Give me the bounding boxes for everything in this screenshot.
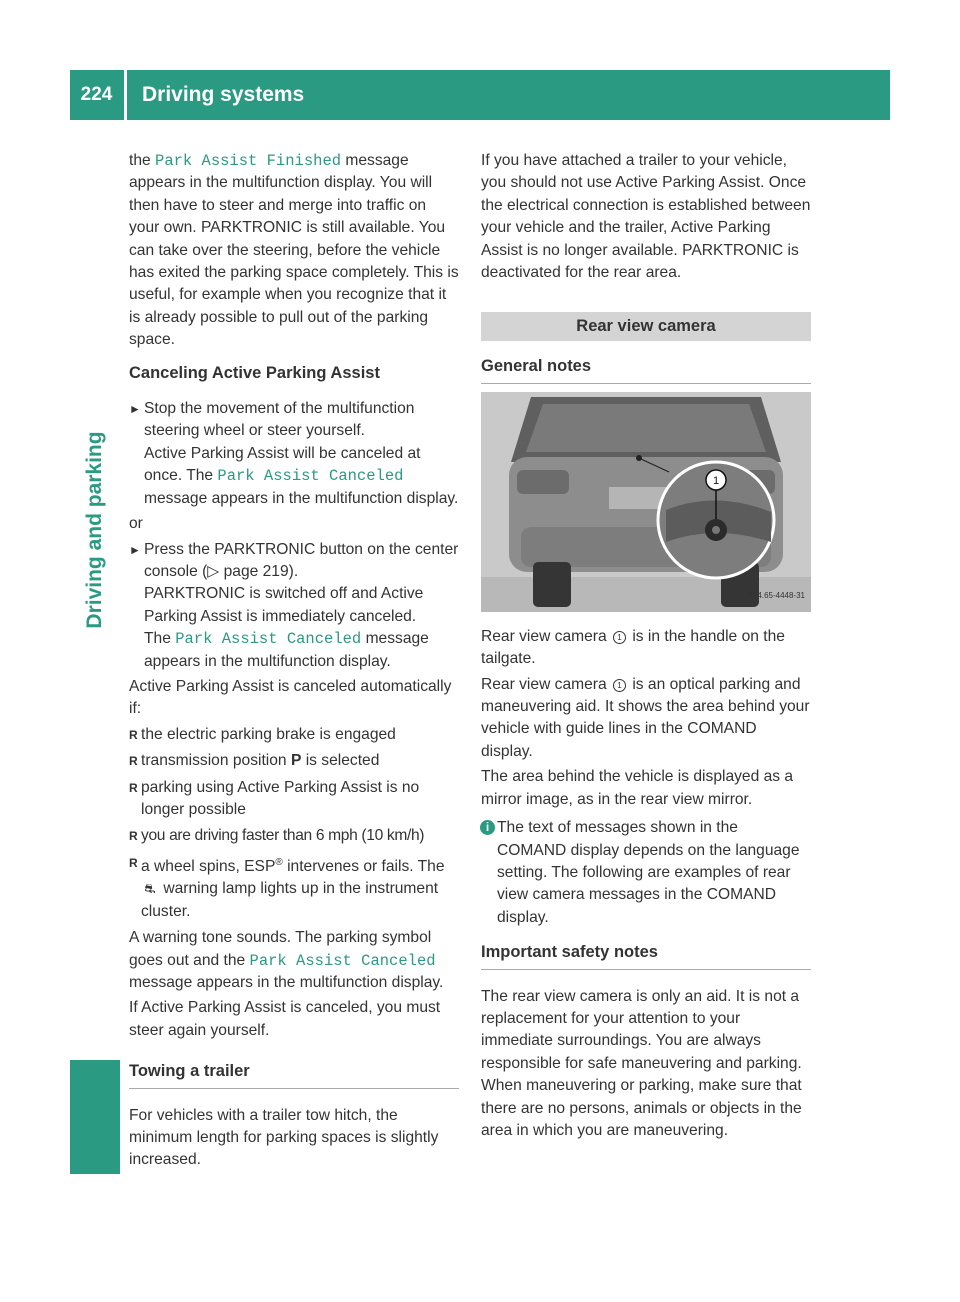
mirror-image-paragraph: The area behind the vehicle is displayed as a mirror image, as in the rear view mirror. <box>481 768 794 808</box>
auto-cancel-intro: Active Parking Assist is canceled automatically if: <box>129 677 452 718</box>
list-item: R a wheel spins, ESP® intervenes or fails. The ⛐ warning lamp lights up in the instrument cluster. <box>129 852 459 923</box>
bullet-icon: R <box>129 754 138 769</box>
park-assist-canceled-code: Park Assist Canceled <box>217 467 404 486</box>
warning-tone-paragraph: A warning tone sounds. The parking symbol goes out and the Park Assist Canceled message appears in the multifunction display. <box>129 929 444 991</box>
step-press-button: ► Press the PARKTRONIC button on the center console (▷ page 219). PARKTRONIC is switched off and Active Parking Assist is immediately canceled. The Park Assist Canceled message appears in the multifunction display. <box>129 540 459 670</box>
trailer-paragraph: If you have attached a trailer to your vehicle, you should not use Active Parking Assist. Once the electrical connection is established between your vehicle and the trailer, Active Parking Assist is no longer available. PARKTRONIC is deactivated for the rear area. <box>481 152 811 282</box>
park-assist-finished-code: Park Assist Finished <box>155 152 342 170</box>
towing-heading: Towing a trailer <box>129 1060 459 1088</box>
towing-paragraph: For vehicles with a trailer tow hitch, the minimum length for parking spaces is slightly increased. <box>129 1106 439 1169</box>
or-text: or <box>129 515 143 533</box>
list-item: R the electric parking brake is engaged <box>129 724 459 746</box>
info-icon: i <box>480 820 495 835</box>
side-tab <box>70 140 120 920</box>
side-tab-block <box>70 1060 120 1174</box>
page-number: 224 <box>80 84 113 105</box>
side-tab-label: Driving and parking <box>83 431 106 629</box>
list-item: R parking using Active Parking Assist is no longer possible <box>129 778 420 818</box>
page-reference[interactable]: ▷ page 219 <box>207 562 289 580</box>
cancel-heading: Canceling Active Parking Assist <box>129 363 380 382</box>
park-assist-canceled-code: Park Assist Canceled <box>249 951 436 970</box>
park-assist-canceled-code: Park Assist Canceled <box>175 630 362 649</box>
right-column <box>481 150 811 1145</box>
esp-warning-lamp-icon: ⛐ <box>144 881 156 897</box>
list-item: R transmission position P is selected <box>129 750 459 772</box>
figure-callout-1: 1 <box>712 474 720 487</box>
bullet-icon: R <box>129 855 138 870</box>
camera-function-paragraph: Rear view camera 1 is an optical parking and maneuvering aid. It shows the area behind your vehicle with guide lines in the COMAND display. <box>481 675 810 760</box>
left-column <box>129 150 459 1175</box>
step-stop-movement: ► Stop the movement of the multifunction steering wheel or steer yourself. Active Parking Assist will be canceled at once. The Park Assist Canceled message appears in the multifunction display. <box>129 400 459 507</box>
bullet-icon: R <box>129 780 138 795</box>
info-note: i The text of messages shown in the COMAND display depends on the language setting. The following are examples of rear view camera messages in the COMAND display. <box>481 817 811 929</box>
step-arrow-icon: ► <box>129 542 141 557</box>
rear-view-camera-heading: Rear view camera <box>481 312 811 341</box>
header-divider <box>124 70 127 120</box>
callout-1-icon: 1 <box>613 679 626 692</box>
safety-paragraph: The rear view camera is only an aid. It is not a replacement for your attention to your immediate surroundings. You are always responsible for safe maneuvering and parking. When maneuvering or parking, make sure that there are no persons, animals or objects in the area in which you are maneuvering. <box>481 987 802 1139</box>
step-arrow-icon: ► <box>129 402 141 417</box>
list-item: R you are driving faster than 6 mph (10 km/h) <box>129 825 459 847</box>
figure-code: P54.65-4448-31 <box>747 591 805 601</box>
rear-camera-figure <box>481 392 811 612</box>
bullet-icon: R <box>129 727 138 742</box>
section-title: Driving systems <box>142 83 305 106</box>
vehicle-rear-illustration <box>481 392 811 612</box>
steer-again-paragraph: If Active Parking Assist is canceled, you must steer again yourself. <box>129 999 441 1039</box>
safety-heading: Important safety notes <box>481 941 811 969</box>
intro-paragraph: the Park Assist Finished message appears in the multifunction display. You will then have to steer and merge into traffic on your own. PARKTRONIC is still available. You can take over the steering, before the vehicle has exited the parking space completely. This is useful, for example when you recognize that it is already possible to pull out of the parking space. <box>129 152 459 349</box>
callout-1-icon: 1 <box>613 631 626 644</box>
bullet-icon: R <box>129 829 138 844</box>
general-notes-heading: General notes <box>481 355 811 383</box>
camera-location-paragraph: Rear view camera 1 is in the handle on the tailgate. <box>481 627 785 668</box>
